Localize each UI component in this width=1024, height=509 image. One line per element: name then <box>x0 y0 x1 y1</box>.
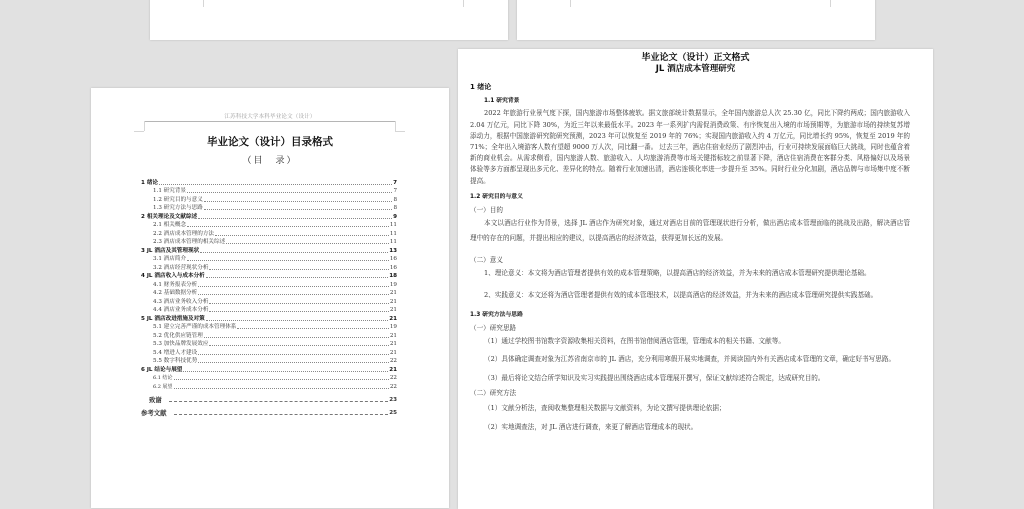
toc-entry-label: 1 绪论 <box>141 179 159 186</box>
toc-entry-label: 3 JL 酒店及其管理现状 <box>141 247 200 254</box>
crop-mark <box>395 121 396 131</box>
toc-entry-tail[interactable] <box>141 391 397 404</box>
toc-entry[interactable] <box>141 255 397 264</box>
toc-entry-page: 21 <box>389 366 397 373</box>
toc-entry-page: 11 <box>389 222 397 228</box>
previous-page-right <box>517 0 875 40</box>
toc-entry-label: 5.3 加快品牌发展效应 <box>153 341 209 347</box>
paragraph-background: 2022 年旅游行业景气度下探，国内旅游市场整体疲软。据文旅部统计数据显示，全年国内旅游总人次 25.30 亿，同比下降约两成；国内旅游收入 2.04 万亿元，同比下降 30%，为近三年以来最低水平。2023 年一系列扩内需促消费政策、有序恢复出入境的市场预期等，为旅游市场的持续复苏增添动力，根据中国旅游研究院研究预测，2023 年可以恢复至 2019 年的 76%；实现国内旅游收入约 4 万亿元，同比增长约 95%，恢复至 2019 年的 71%；全年出入境游客人数有望超 9000 万人次，同比翻一番。 过去三年，酒店住宿业经历了剧烈冲击，行业可持续发展面临巨大挑战，同时也蕴含着新的商业机会。从需求侧看，国内旅游人数、旅游收入、人均旅游消费等市场关键指标较之前显著下降，酒店住宿消费在客群分类、风格偏好以及场景体验等多方面都呈现出多元化、差异化的特点。随着行业加速出清，酒店连锁化率进一步提升至 35%。同时行业分化加剧，酒店品牌与市场集中度不断提高。 <box>470 109 910 185</box>
toc-entry-label: 2.1 相关概念 <box>153 222 187 228</box>
toc-entry-label: 参考文献 <box>141 408 167 417</box>
toc-entry-label: 6.1 结论 <box>153 375 173 381</box>
dot-leader <box>200 251 388 253</box>
toc-entry[interactable] <box>141 297 397 306</box>
dot-leader <box>187 225 389 227</box>
dot-leader <box>237 327 388 329</box>
toc-entry[interactable] <box>141 306 397 315</box>
toc-entry-label: 2.2 酒店成本管理的方法 <box>153 230 215 237</box>
body-content <box>470 82 910 435</box>
toc-entry-page: 25 <box>389 409 397 416</box>
toc-entry-label: 6 JL 结论与展望 <box>141 366 183 373</box>
toc-entry[interactable] <box>141 340 397 349</box>
toc-entry[interactable] <box>141 246 397 255</box>
dot-leader <box>198 361 389 363</box>
dot-leader <box>204 200 393 202</box>
paragraph-practice: 2、实践意义：本文还将为酒店管理者提供有效的成本管理技术，以提高酒店的经济效益，并为未来的酒店成本管理研究提供实践基础。 <box>484 291 878 300</box>
toc-entry[interactable] <box>141 212 397 221</box>
toc-entry-page: 9 <box>393 213 397 220</box>
toc-entry[interactable] <box>141 263 397 272</box>
paragraph-purpose: 本文以酒店行业作为背景，选择 JL 酒店作为研究对象，通过对酒店目前的管理现状进行分析，做出酒店成本管理面临的挑战及出路，解决酒店管理中的存在的问题，并提出相应的建议，以提高酒店的经济效益，获得更加长远的发展。 <box>470 218 910 243</box>
toc-entry-label: 5.2 优化供应链管理 <box>153 332 203 339</box>
toc-entry[interactable] <box>141 289 397 298</box>
dot-leader <box>198 285 389 287</box>
toc-entry[interactable] <box>141 204 397 213</box>
toc-entry-page: 22 <box>389 358 397 364</box>
toc-title: 毕业论文（设计）目录格式 <box>207 136 333 148</box>
dot-leader <box>206 319 388 321</box>
toc-entry[interactable] <box>141 272 397 281</box>
dash-leader <box>169 400 388 402</box>
dot-leader <box>198 293 389 295</box>
paragraph-approach-2: （2）具体确定调查对象为江苏省南京市的 JL 酒店，充分利用寒假开展实地调查，并阅读国内外有关酒店成本管理的文章，确定好书写思路。 <box>484 355 896 364</box>
dot-leader <box>174 378 389 380</box>
toc-entry-label: 4.1 财务报表分析 <box>153 281 198 288</box>
toc-entry[interactable] <box>141 382 397 391</box>
toc-entry-label: 6.2 展望 <box>153 383 173 390</box>
crop-mark <box>203 0 204 7</box>
toc-entry-label: 4 JL 酒店收入与成本分析 <box>141 273 205 279</box>
crop-mark <box>134 131 144 132</box>
toc-entry-page: 18 <box>389 273 397 279</box>
dot-leader <box>159 183 392 185</box>
dot-leader <box>198 353 389 355</box>
dot-leader <box>226 242 389 244</box>
toc-entry[interactable] <box>141 331 397 340</box>
toc-entry-label: 3.1 酒店简介 <box>153 256 187 262</box>
toc-entry-label: 1.3 研究方法与思路 <box>153 205 203 211</box>
page-header-text: 江苏科技大学本科毕业论文（设计） <box>224 114 316 120</box>
header-rule <box>144 121 395 122</box>
toc-entry[interactable] <box>141 374 397 383</box>
toc-entry-label: 2 相关理论及文献综述 <box>141 213 198 220</box>
toc-entry[interactable] <box>141 365 397 374</box>
toc-entry-label: 4.3 酒店业务收入分析 <box>153 298 209 305</box>
crop-mark <box>144 121 145 131</box>
paragraph-approach-1: （1）通过学校图书馆数字资源收集相关资料，在图书馆借阅酒店管理，管理成本的相关书籍、文献等。 <box>484 336 785 345</box>
toc-entry-page: 19 <box>389 324 397 330</box>
toc-entry-page: 8 <box>393 196 397 203</box>
toc-entry-page: 22 <box>389 375 397 381</box>
crop-mark <box>395 131 405 132</box>
toc-entry-page: 19 <box>389 281 397 288</box>
paragraph-approach-3: （3）最后将论文结合所学知识及实习实践提出围绕酒店成本管理展开撰写，保证文献综述符合规定，达成研究目的。 <box>484 373 825 382</box>
dot-leader <box>187 259 389 261</box>
toc-entry-label: 3.2 酒店经营现状分析 <box>153 264 209 271</box>
toc-entry-label: 2.3 酒店成本管理的相关综述 <box>153 239 226 245</box>
toc-entry-page: 21 <box>389 315 397 322</box>
toc-entry[interactable] <box>141 229 397 238</box>
dash-leader <box>174 413 389 415</box>
dot-leader <box>209 268 388 270</box>
toc-page <box>91 88 449 508</box>
toc-entry[interactable] <box>141 323 397 332</box>
dot-leader <box>198 217 392 219</box>
toc-entry-page: 8 <box>393 205 397 211</box>
toc-entry-page: 11 <box>389 230 397 237</box>
toc-subtitle: （目 录） <box>242 156 298 166</box>
toc-entry-page: 7 <box>393 188 397 194</box>
body-page <box>458 49 933 509</box>
subheading-significance: （二）意义 <box>470 255 503 264</box>
toc-entry[interactable] <box>141 238 397 247</box>
toc-entry[interactable] <box>141 314 397 323</box>
toc-entry[interactable] <box>141 221 397 230</box>
heading-1-3: 1.3 研究方法与思路 <box>470 311 523 318</box>
toc-entry-page: 21 <box>389 349 397 356</box>
heading-1-1: 1.1 研究背景 <box>484 98 520 105</box>
toc-entry-label: 5.1 建立完善严谨的成本管理体系 <box>153 324 237 330</box>
toc-entry[interactable] <box>141 178 397 187</box>
previous-page-left <box>150 0 508 40</box>
dot-leader <box>209 302 388 304</box>
dot-leader <box>183 370 388 372</box>
dot-leader <box>204 208 393 210</box>
toc-entry-page: 11 <box>389 239 397 245</box>
dot-leader <box>206 276 388 278</box>
toc-entry-page: 21 <box>389 341 397 347</box>
toc-entry-label: 4.4 酒店业务成本分析 <box>153 307 209 313</box>
dot-leader <box>215 234 389 236</box>
body-title: 毕业论文（设计）正文格式 <box>641 53 750 63</box>
heading-1-2: 1.2 研究目的与意义 <box>470 193 523 200</box>
dot-leader <box>209 310 388 312</box>
toc-entry-page: 21 <box>389 290 397 296</box>
toc-entry[interactable] <box>141 195 397 204</box>
heading-1: 1 绪论 <box>470 83 492 91</box>
subheading-purpose: （一）目的 <box>470 205 503 214</box>
toc-entry-page: 13 <box>389 247 397 254</box>
dot-leader <box>174 387 389 389</box>
dot-leader <box>209 344 388 346</box>
crop-mark <box>463 0 464 7</box>
crop-mark <box>830 0 831 7</box>
crop-mark <box>570 0 571 7</box>
toc-entry[interactable] <box>141 280 397 289</box>
thesis-title: JL 酒店成本管理研究 <box>655 64 736 74</box>
paragraph-method-2: （2）实地调查法，对 JL 酒店进行调查，来更了解酒店管理成本的现状。 <box>484 422 698 431</box>
toc-entry-page: 16 <box>389 264 397 271</box>
paragraph-method-1: （1）文献分析法，查阅收集整理相关数据与文献资料，为论文撰写提供理论依据； <box>484 404 726 413</box>
toc-entry[interactable] <box>141 357 397 366</box>
toc-entry-label: 5.5 数字科技优势 <box>153 358 198 364</box>
toc-entry-page: 22 <box>389 383 397 390</box>
toc-entry-label: 5.4 增进人才建设 <box>153 349 198 356</box>
toc-entry-page: 21 <box>389 332 397 339</box>
toc-entry-page: 16 <box>389 256 397 262</box>
toc-entry-label: 5 JL 酒店改进措施及对策 <box>141 315 205 322</box>
dot-leader <box>187 191 392 193</box>
subheading-approach: （一）研究思路 <box>470 323 517 332</box>
toc-entry-label: 1.2 研究目的与意义 <box>153 196 203 203</box>
toc-entry-label: 1.1 研究背景 <box>153 188 187 194</box>
toc-entry-page: 7 <box>393 179 397 186</box>
toc-list <box>141 178 397 417</box>
paragraph-theory: 1、理论意义：本文将为酒店管理者提供有效的成本管理策略，以提高酒店的经济效益，并为未来的酒店成本管理研究提供理论基础。 <box>484 268 871 277</box>
dot-leader <box>204 336 389 338</box>
toc-entry-page: 23 <box>389 396 397 403</box>
toc-entry-tail[interactable] <box>141 404 397 417</box>
subheading-methods: （二）研究方法 <box>470 389 517 398</box>
toc-entry-label: 致谢 <box>149 395 162 404</box>
toc-entry-page: 21 <box>389 307 397 313</box>
toc-entry-label: 4.2 基础数据分析 <box>153 290 198 296</box>
toc-entry[interactable] <box>141 348 397 357</box>
toc-entry[interactable] <box>141 187 397 196</box>
toc-entry-page: 21 <box>389 298 397 305</box>
